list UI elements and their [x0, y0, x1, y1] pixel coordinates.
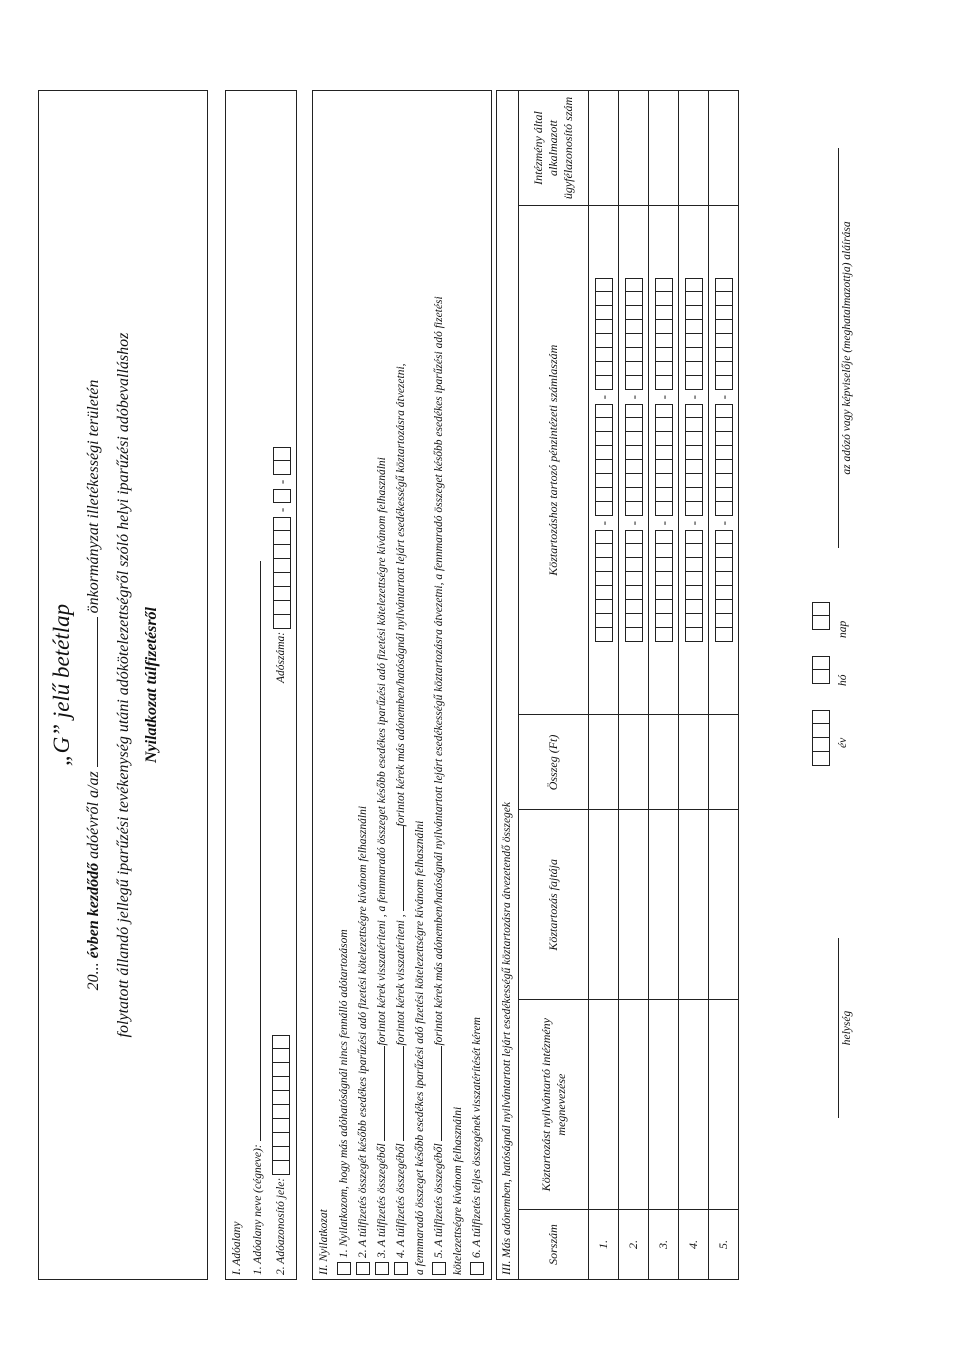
client-id-cell[interactable] — [709, 91, 739, 206]
col-debt-type: Köztartozás fajtája — [519, 810, 589, 1000]
row-number: 4. — [679, 1210, 709, 1280]
statement-5-amount-field[interactable] — [430, 1046, 442, 1141]
header-line1 — [85, 91, 103, 1279]
statement-item-6 — [468, 1017, 487, 1275]
account-cell[interactable]: - - — [679, 205, 709, 715]
table-row — [649, 91, 679, 1280]
table-row — [589, 91, 619, 1280]
institution-cell[interactable] — [679, 1000, 709, 1210]
statement-item-2 — [354, 806, 373, 1275]
table-row — [679, 91, 709, 1280]
statement-1-text: 1. Nyilatkozom, hogy más adóhatóságnál nincs fennálló adótartozásom — [338, 929, 350, 1258]
transfer-table — [518, 90, 739, 1280]
day-label: nap — [837, 620, 849, 638]
tax-number-cells-county[interactable] — [273, 447, 291, 475]
client-id-cell[interactable] — [679, 91, 709, 206]
place-label: helység — [841, 1010, 853, 1046]
year-cells[interactable] — [812, 710, 830, 766]
institution-cell[interactable] — [589, 1000, 619, 1210]
tax-id-row — [272, 1035, 291, 1275]
amount-cell[interactable] — [589, 715, 619, 810]
section-1-heading: I. Adóalany — [231, 1221, 243, 1275]
taxpayer-name-row — [249, 561, 268, 1275]
signature-label: az adózó vagy képviselője (meghatalmazottja) aláírása — [841, 221, 853, 475]
col-amount: Összeg (Ft) — [519, 715, 589, 810]
statement-4-transfer-field[interactable] — [392, 827, 404, 912]
account-cell[interactable]: - - — [589, 205, 619, 715]
year-prefix: 20 — [85, 974, 102, 991]
statement-item-4-cont: a fennmaradó összeget később esedékes iparűzési adó fizetési kötelezettségre kívánom felhasználni — [414, 820, 426, 1275]
institution-cell[interactable] — [619, 1000, 649, 1210]
statement-item-1 — [335, 929, 354, 1275]
statement-3-text-b: forintot kérek visszatéríteni , a fennmaradó összeget később esedékes iparűzési adó fizetési kötelezettségre kívánom felhasználni — [376, 457, 388, 1046]
statement-4-text-c: forintot kérek más adónemben/hatóságnál nyilvántartott lejárt esedékességű köztartozásra átvezetni, — [395, 363, 407, 827]
amount-cell[interactable] — [679, 715, 709, 810]
account-cell[interactable]: - - — [709, 205, 739, 715]
row-number: 5. — [709, 1210, 739, 1280]
row-number: 1. — [589, 1210, 619, 1280]
statement-3-amount-field[interactable] — [373, 1046, 385, 1141]
tax-id-label: 2. Adóazonosító jele: — [275, 1177, 287, 1275]
row-number: 3. — [649, 1210, 679, 1280]
municipality-field[interactable] — [86, 617, 98, 767]
debt-type-cell[interactable] — [649, 810, 679, 1000]
statement-5-checkbox[interactable] — [432, 1262, 446, 1275]
col-institution: Köztartozást nyilvántartó intézmény megnevezése — [519, 1000, 589, 1210]
form-title: „G” jelű betétlap — [49, 603, 74, 767]
tax-id-cells[interactable] — [272, 1035, 290, 1175]
statement-item-5 — [430, 296, 449, 1275]
client-id-cell[interactable] — [589, 91, 619, 206]
statement-item-4 — [392, 363, 411, 1275]
statement-6-text: 6. A túlfizetés teljes összegének visszatérítését kérem — [471, 1017, 483, 1258]
header-line2: folytatott állandó jellegű iparűzési tevékenység utáni adókötelezettségről szóló helyi iparűzési adóbevalláshoz — [115, 332, 132, 1038]
statement-4-text-b: forintot kérek visszatéríteni , — [395, 914, 407, 1046]
table-row — [619, 91, 649, 1280]
debt-type-cell[interactable] — [619, 810, 649, 1000]
debt-type-cell[interactable] — [679, 810, 709, 1000]
statement-3-checkbox[interactable] — [375, 1262, 389, 1275]
col-client-id: Intézmény által alkalmazott ügyfélazonosító szám — [519, 91, 589, 206]
statement-6-checkbox[interactable] — [470, 1262, 484, 1275]
table-row — [709, 91, 739, 1280]
taxpayer-name-field[interactable] — [249, 561, 261, 1141]
header-box — [38, 90, 208, 1280]
col-account: Köztartozáshoz tartozó pénzintézeti számlaszám — [519, 205, 589, 715]
statement-4-refund-field[interactable] — [392, 1046, 404, 1141]
statement-5-text-a: 5. A túlfizetés összegéből — [433, 1143, 445, 1258]
year-label: év — [837, 737, 849, 748]
transfer-table-header — [519, 91, 589, 1280]
statement-3-text-a: 3. A túlfizetés összegéből — [376, 1143, 388, 1258]
account-cell[interactable]: - - — [649, 205, 679, 715]
section-3-heading-box — [496, 90, 518, 1280]
section-2-heading: II. Nyilatkozat — [318, 1209, 330, 1275]
client-id-cell[interactable] — [619, 91, 649, 206]
statement-item-3 — [373, 457, 392, 1275]
amount-cell[interactable] — [619, 715, 649, 810]
header-line3: Nyilatkozat túlfizetésről — [143, 607, 160, 763]
month-label: hó — [837, 674, 849, 686]
account-cell[interactable]: - - — [619, 205, 649, 715]
row-number: 2. — [619, 1210, 649, 1280]
month-cells[interactable] — [812, 656, 830, 684]
statement-4-text-a: 4. A túlfizetés összegéből — [395, 1143, 407, 1258]
debt-type-cell[interactable] — [709, 810, 739, 1000]
institution-cell[interactable] — [649, 1000, 679, 1210]
year-rest-text: adóévről a/az — [85, 771, 102, 863]
section-adoalany — [225, 90, 297, 1280]
section-nyilatkozat — [312, 90, 492, 1280]
col-sorszam: Sorszám — [519, 1210, 589, 1280]
statement-2-checkbox[interactable] — [356, 1262, 370, 1275]
tax-number-cells-vat[interactable] — [273, 489, 291, 503]
debt-type-cell[interactable] — [589, 810, 619, 1000]
day-cells[interactable] — [812, 602, 830, 630]
statement-4-checkbox[interactable] — [394, 1262, 408, 1275]
amount-cell[interactable] — [709, 715, 739, 810]
client-id-cell[interactable] — [649, 91, 679, 206]
taxpayer-name-label: 1. Adóalany neve (cégneve): — [252, 1144, 264, 1275]
section-3-heading: III. Más adónemben, hatóságnál nyilvántartott lejárt esedékességű köztartozásra átvezetendő összegek — [501, 801, 513, 1275]
statement-1-checkbox[interactable] — [337, 1262, 351, 1275]
year-dots[interactable]: ... — [85, 962, 102, 975]
tax-number-cells-main[interactable] — [273, 517, 291, 629]
year-bold-text: évben kezdődő — [85, 862, 102, 963]
statement-item-5-cont: kötelezettségre kívánom felhasználni — [452, 1106, 464, 1275]
amount-cell[interactable] — [649, 715, 679, 810]
statement-2-text: 2. A túlfizetés összegét később esedékes iparűzési adó fizetési kötelezettségre kívánom felhasználni — [357, 805, 369, 1258]
date-block — [812, 602, 830, 766]
tax-number-row: Adószáma: - - — [272, 447, 291, 683]
tax-number-label: Adószáma: — [275, 631, 288, 683]
municipality-suffix: önkormányzat illetékességi területén — [85, 379, 102, 614]
statement-5-text-b: forintot kérek más adónemben/hatóságnál nyilvántartott lejárt esedékességű köztartozásra átvezetni, a fennmaradó összeget később esedékes iparűzési adó fizetési — [433, 296, 445, 1046]
institution-cell[interactable] — [709, 1000, 739, 1210]
